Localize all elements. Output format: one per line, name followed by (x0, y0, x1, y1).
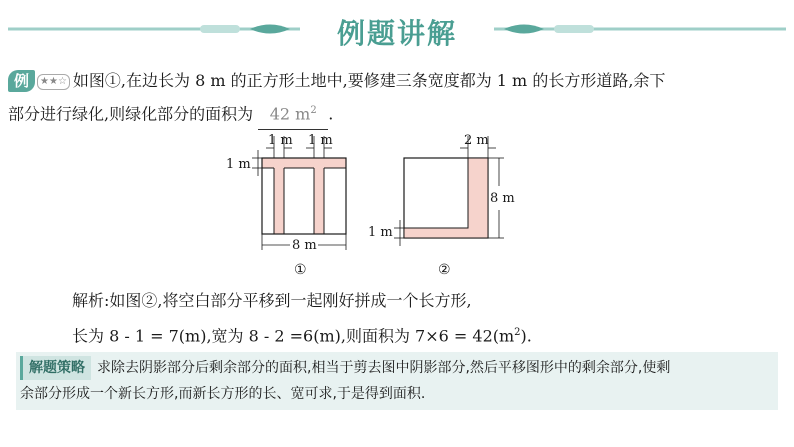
analysis-line-2a: 长为 8 - 1 = 7(m),宽为 8 - 2 =6(m),则面积为 7×6 = 42(m (72, 326, 515, 346)
strategy-text-2: 余部分形成一个新长方形,而新长方形的长、宽可求,于是得到面积. (20, 386, 426, 402)
section-banner (0, 8, 794, 52)
fig2-label: ② (438, 262, 451, 278)
fig1-dim-top-1: 1 m (268, 133, 293, 148)
fig2-dim-left: 1 m (368, 225, 393, 240)
fig1-dim-top-2: 1 m (308, 133, 333, 148)
analysis-line-2 (72, 318, 532, 351)
fig1-dim-left: 1 m (226, 157, 251, 172)
problem-end: . (328, 104, 334, 124)
answer-sup: 2 (310, 105, 317, 116)
figure-1 (222, 128, 362, 280)
strategy-text-1: 求除去阴影部分后剩余部分的面积,相当于剪去图中阴影部分,然后平移图形中的剩余部分,使剩 (97, 360, 671, 376)
example-problem (8, 66, 788, 130)
strategy-panel (16, 352, 778, 410)
strategy-tag: 解题策略 (20, 356, 91, 380)
problem-text-1: 如图①,在边长为 8 m 的正方形土地中,要修建三条宽度都为 1 m 的长方形道路,余下 (72, 71, 666, 90)
difficulty-stars: ★★☆ (37, 74, 70, 90)
strategy-line-1 (20, 356, 670, 380)
fig1-label: ① (294, 262, 307, 278)
vertical-road-2 (314, 158, 324, 234)
fig2-dim-top: 2 m (464, 133, 489, 148)
analysis-line-2b: ). (520, 326, 532, 346)
vertical-road-1 (274, 158, 284, 234)
answer-blank (258, 96, 328, 130)
page-title: 例题讲解 (336, 17, 457, 50)
fig2-dim-right: 8 m (490, 191, 515, 206)
analysis-line-1: 解析:如图②,将空白部分平移到一起刚好拼成一个长方形, (72, 291, 472, 310)
fig1-dim-bottom: 8 m (292, 238, 317, 253)
answer-value: 42 m (269, 104, 311, 124)
problem-text-2: 部分进行绿化,则绿化部分的面积为 (8, 104, 254, 124)
figure-2 (364, 128, 524, 280)
example-badge: 例 (8, 70, 35, 92)
analysis-sup: 2 (514, 327, 521, 338)
